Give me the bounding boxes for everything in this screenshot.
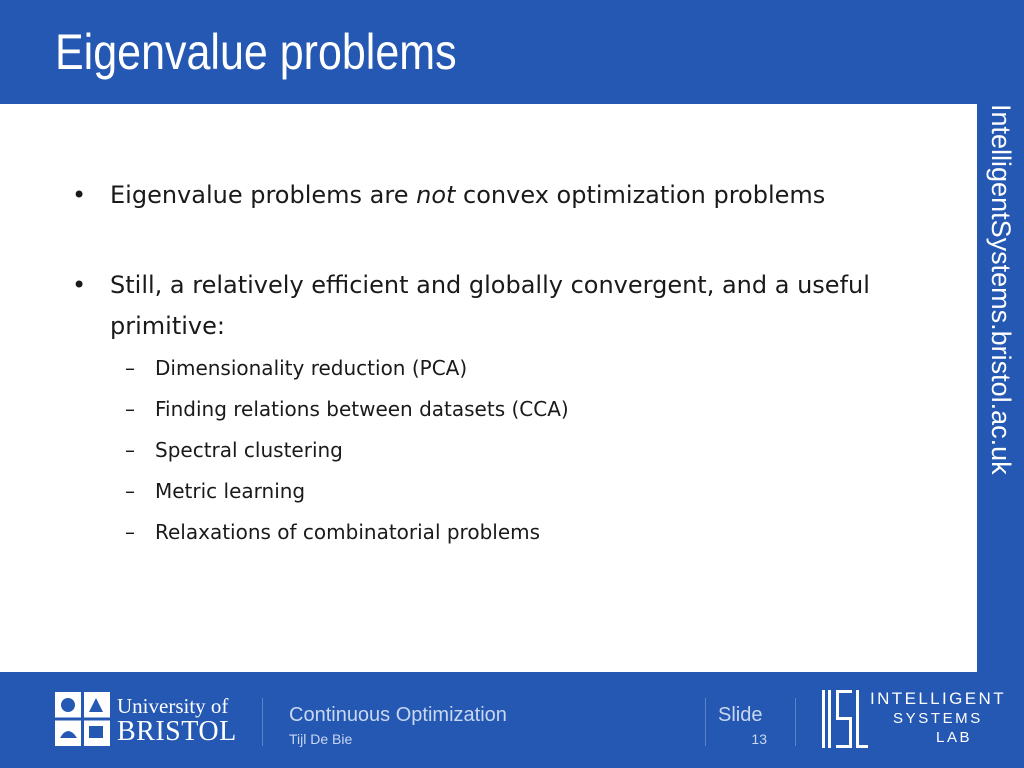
slide-title: Eigenvalue problems	[55, 24, 457, 80]
lab-name-line3: LAB	[936, 729, 973, 746]
bullet-item	[72, 265, 910, 347]
sub-bullet-item	[125, 395, 915, 423]
bullet-dot: •	[72, 181, 87, 209]
sub-bullet-item	[125, 436, 915, 464]
footer-divider	[262, 698, 263, 746]
sub-bullet-dash: –	[125, 356, 135, 380]
slide-content	[0, 104, 977, 672]
university-crest-icon	[55, 692, 110, 746]
sub-bullet-item	[125, 518, 915, 546]
sub-bullet-dash: –	[125, 479, 135, 503]
bullet-item	[72, 175, 910, 216]
lab-name-line1: INTELLIGENT	[870, 689, 1006, 708]
university-name-line1: University of	[117, 694, 229, 718]
lab-name-line2: SYSTEMS	[893, 710, 983, 727]
bullet-text: Eigenvalue problems are not convex optimization problems	[110, 181, 826, 209]
sub-bullet-text: Dimensionality reduction (PCA)	[155, 356, 468, 380]
sub-bullet-text: Spectral clustering	[155, 438, 343, 462]
bullet-dot: •	[72, 271, 87, 299]
university-name-line2: BRISTOL	[117, 716, 237, 747]
side-url-strip	[977, 104, 1024, 672]
slide-label: Slide	[718, 704, 763, 726]
course-title: Continuous Optimization	[289, 704, 507, 726]
sub-bullet-text: Finding relations between datasets (CCA)	[155, 397, 569, 421]
footer	[0, 672, 1024, 768]
sub-bullet-text: Metric learning	[155, 479, 306, 503]
author-name: Tijl De Bie	[289, 731, 353, 747]
sub-bullet-dash: –	[125, 520, 135, 544]
sub-bullet-text: Relaxations of combinatorial problems	[155, 520, 541, 544]
bullet-text: Still, a relatively efficient and globally convergent, and a useful primitive:	[110, 271, 870, 340]
emphasis-not: not	[416, 181, 456, 209]
sub-bullet-item	[125, 354, 915, 382]
isl-logo-icon	[822, 690, 868, 748]
footer-divider	[795, 698, 796, 746]
sub-bullet-dash: –	[125, 438, 135, 462]
side-url-text: IntelligentSystems.bristol.ac.uk	[986, 104, 1016, 475]
footer-divider	[705, 698, 706, 746]
title-bar	[0, 0, 1024, 104]
sub-bullet-item	[125, 477, 915, 505]
sub-bullet-dash: –	[125, 397, 135, 421]
slide-number: 13	[751, 731, 767, 747]
